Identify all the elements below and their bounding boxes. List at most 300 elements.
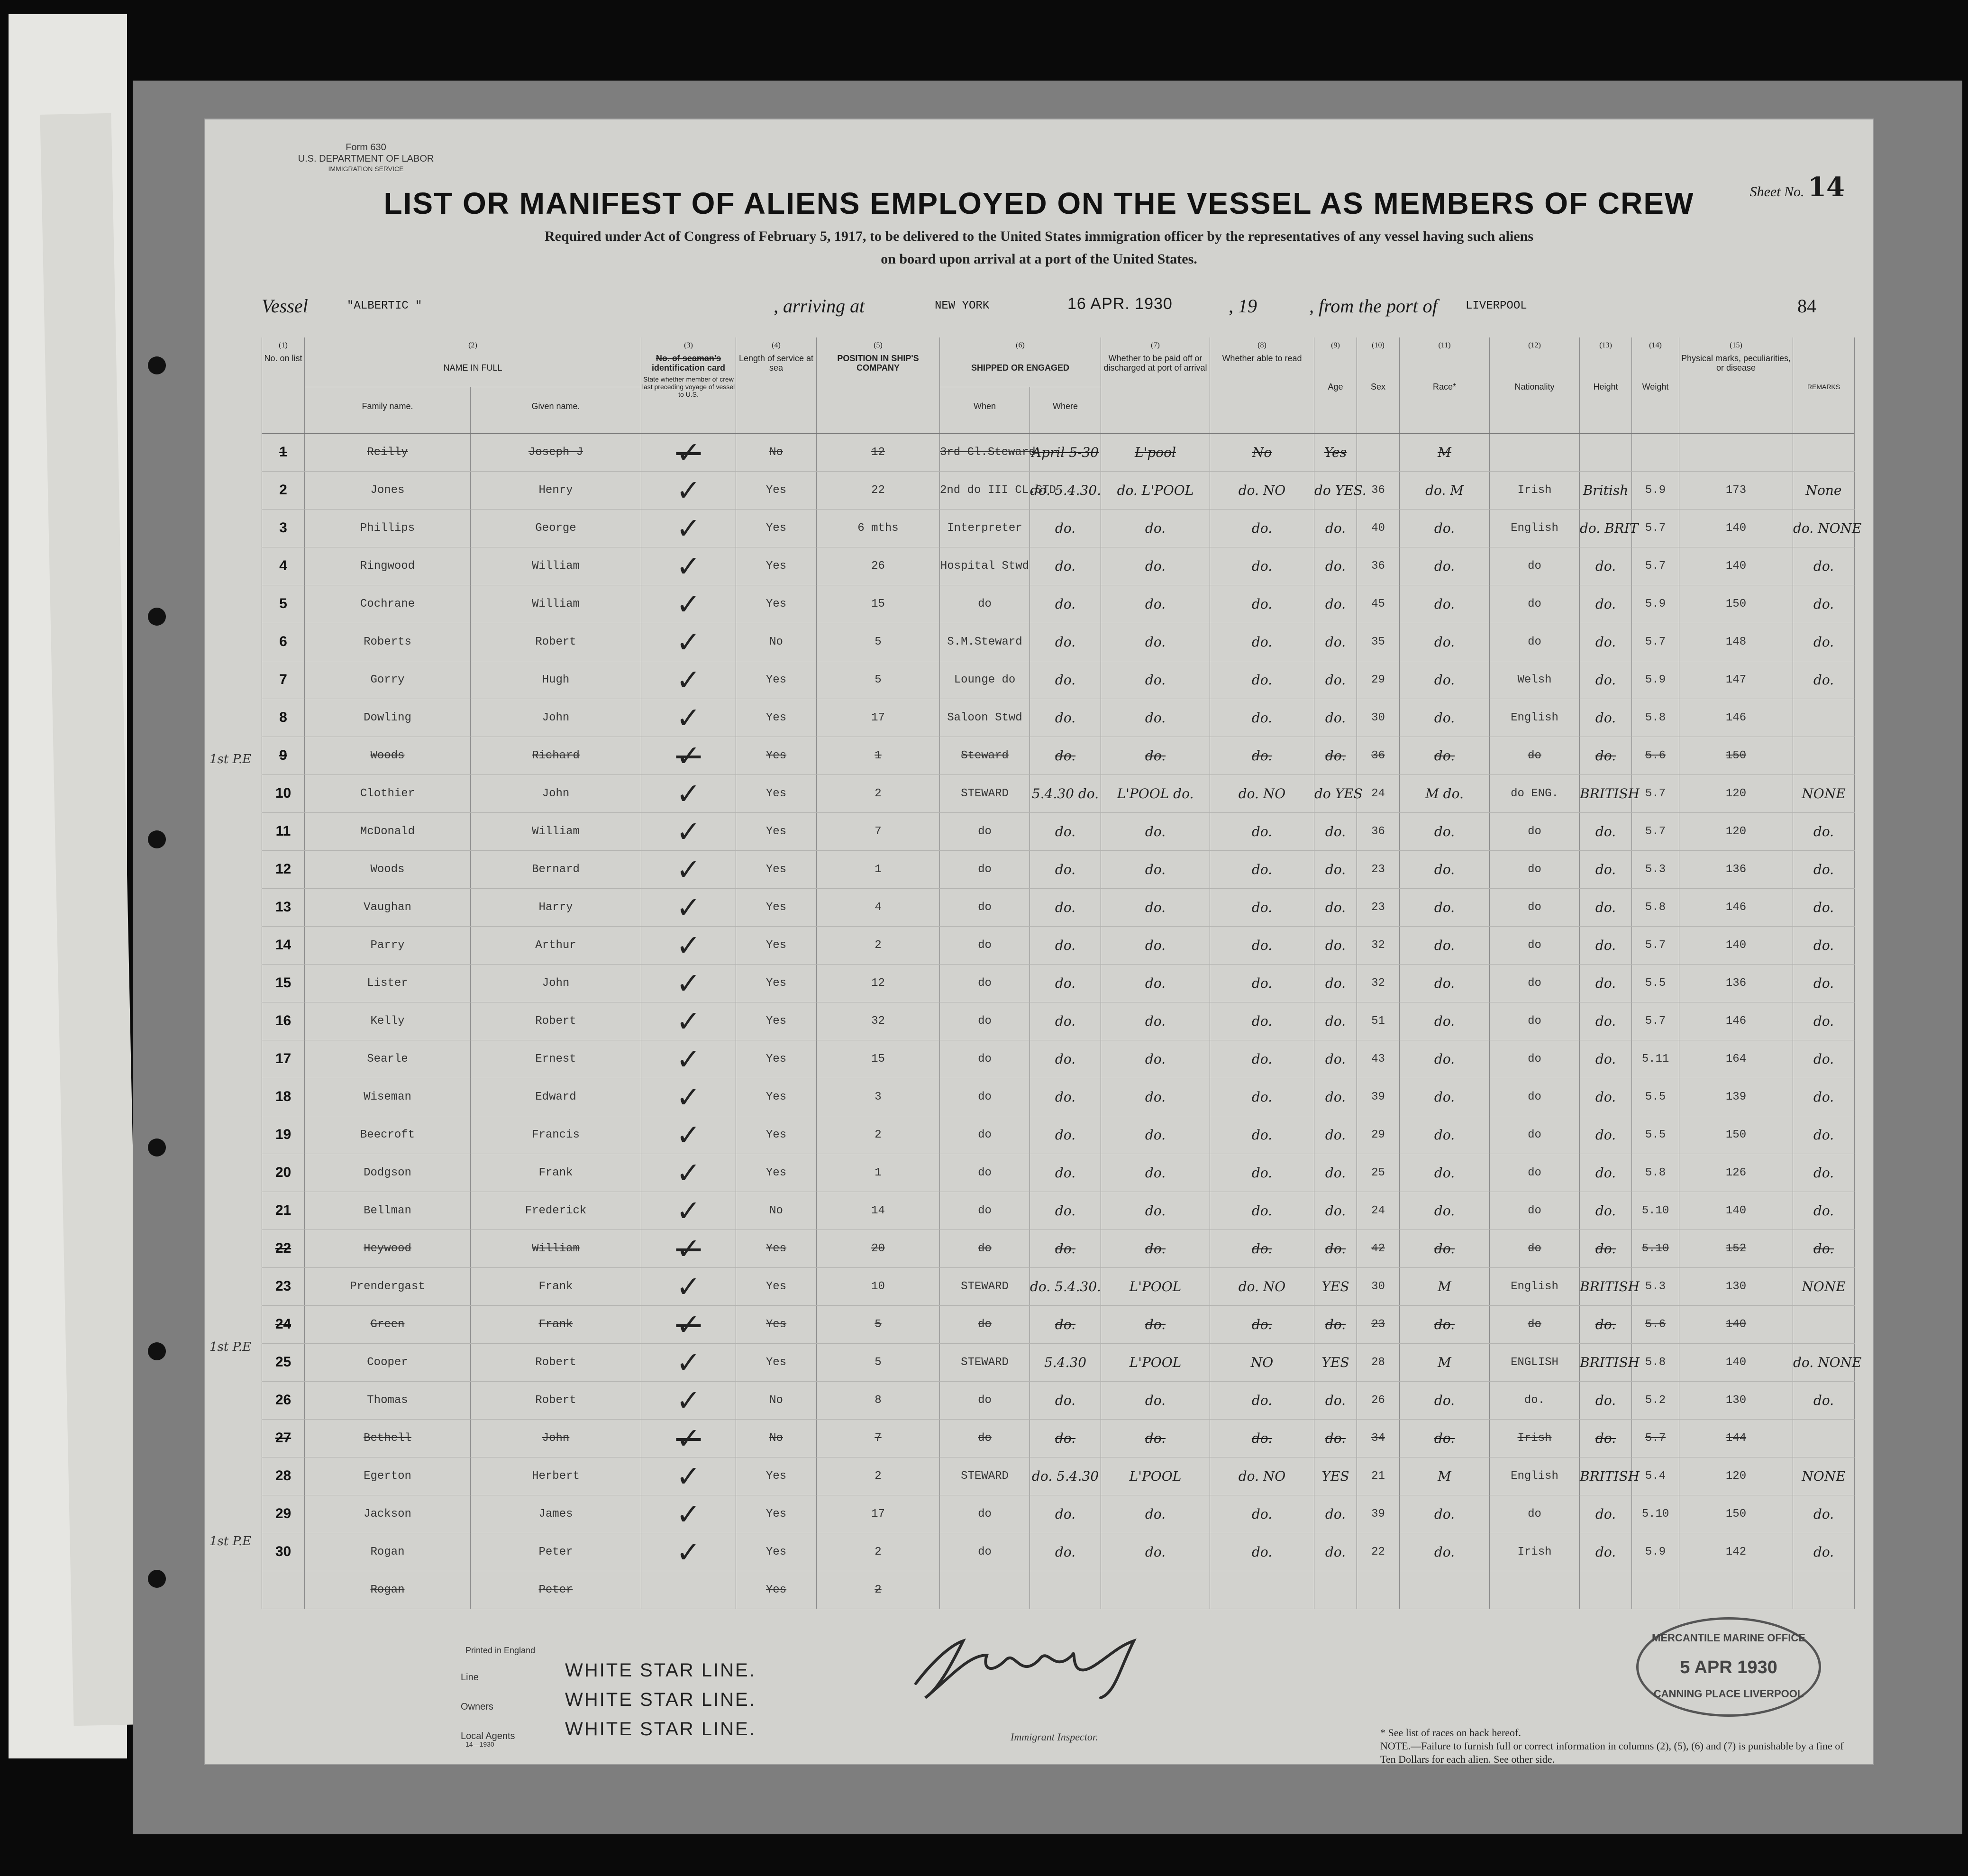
column-number: (9) bbox=[1314, 337, 1357, 354]
cell-previous-voyage: Yes bbox=[736, 1229, 817, 1267]
cell-position: do bbox=[940, 1495, 1030, 1533]
cell-age: 36 bbox=[1357, 471, 1400, 509]
cell-sex: do. bbox=[1400, 1495, 1490, 1533]
cell-physical-marks bbox=[1793, 433, 1855, 471]
cell-shipped-where: L'POOL bbox=[1101, 1457, 1210, 1495]
header-row-top bbox=[262, 354, 1855, 387]
cell-check-mark: ✓ bbox=[641, 699, 736, 737]
stamp-bottom: CANNING PLACE LIVERPOOL bbox=[1653, 1688, 1804, 1700]
cell-physical-marks: NONE bbox=[1793, 774, 1855, 812]
cell-physical-marks bbox=[1793, 737, 1855, 774]
cell-able-to-read: do YES bbox=[1314, 774, 1357, 812]
cell-physical-marks: do. bbox=[1793, 1533, 1855, 1571]
cell-shipped-when: April 5-30 bbox=[1030, 433, 1101, 471]
cell-physical-marks: do. bbox=[1793, 1116, 1855, 1154]
line-value: WHITE STAR LINE. bbox=[565, 1660, 756, 1681]
column-number: (12) bbox=[1490, 337, 1580, 354]
header-sex: Sex bbox=[1357, 354, 1400, 433]
cell-service-length: 15 bbox=[817, 585, 940, 623]
column-number: (13) bbox=[1580, 337, 1632, 354]
cell-age: 39 bbox=[1357, 1495, 1400, 1533]
cell-shipped-where: do. bbox=[1101, 1154, 1210, 1192]
cell-check-mark: ✓ bbox=[641, 661, 736, 699]
sheet-label: Sheet No. bbox=[1749, 184, 1804, 200]
cell-previous-voyage: Yes bbox=[736, 888, 817, 926]
cell-paid-off bbox=[1210, 1571, 1314, 1609]
cell-age: 36 bbox=[1357, 737, 1400, 774]
cell-race: do bbox=[1490, 1078, 1580, 1116]
cell-nationality: BRITISH bbox=[1580, 1267, 1632, 1305]
table-row bbox=[262, 1040, 1855, 1078]
cell-sex: do. M bbox=[1400, 471, 1490, 509]
cell-height: 5.2 bbox=[1632, 1381, 1679, 1419]
cell-shipped-where bbox=[1101, 1571, 1210, 1609]
cell-family-name: McDonald bbox=[305, 812, 471, 850]
header-race: Race* bbox=[1400, 354, 1490, 433]
cell-shipped-when: do. bbox=[1030, 1116, 1101, 1154]
cell-sex: do. bbox=[1400, 1533, 1490, 1571]
cell-race: Irish bbox=[1490, 1419, 1580, 1457]
vessel-name: "ALBERTIC " bbox=[347, 300, 422, 312]
cell-weight: 147 bbox=[1679, 661, 1793, 699]
cell-physical-marks: do. bbox=[1793, 926, 1855, 964]
header-card bbox=[641, 354, 736, 433]
cell-race: do bbox=[1490, 964, 1580, 1002]
cell-sex bbox=[1400, 1571, 1490, 1609]
cell-given-name: Edward bbox=[471, 1078, 641, 1116]
cell-height: 5.8 bbox=[1632, 1343, 1679, 1381]
stamp-date: 5 APR 1930 bbox=[1680, 1657, 1777, 1677]
cell-given-name: Joseph J bbox=[471, 433, 641, 471]
cell-check-mark: ✓ bbox=[641, 737, 736, 774]
cell-physical-marks: do. NONE bbox=[1793, 1343, 1855, 1381]
arriving-label: , arriving at bbox=[774, 295, 865, 317]
cell-shipped-where: do. bbox=[1101, 585, 1210, 623]
cell-nationality: BRITISH bbox=[1580, 1457, 1632, 1495]
cell-weight: 140 bbox=[1679, 1343, 1793, 1381]
cell-previous-voyage: Yes bbox=[736, 1457, 817, 1495]
cell-nationality: do. bbox=[1580, 1002, 1632, 1040]
cell-height: 5.8 bbox=[1632, 888, 1679, 926]
cell-sex: do. bbox=[1400, 888, 1490, 926]
cell-shipped-when: do. bbox=[1030, 1533, 1101, 1571]
cell-weight: 146 bbox=[1679, 699, 1793, 737]
cell-nationality: do. bbox=[1580, 1192, 1632, 1229]
column-number: (3) bbox=[641, 337, 736, 354]
service: IMMIGRATION SERVICE bbox=[328, 165, 404, 173]
departure-port: LIVERPOOL bbox=[1466, 300, 1527, 312]
cell-position: do bbox=[940, 1229, 1030, 1267]
cell-shipped-when: do. bbox=[1030, 585, 1101, 623]
cell-able-to-read: YES bbox=[1314, 1267, 1357, 1305]
cell-check-mark: ✓ bbox=[641, 509, 736, 547]
cell-previous-voyage: Yes bbox=[736, 1571, 817, 1609]
cell-row-number: 28 bbox=[262, 1457, 305, 1495]
cell-family-name: Parry bbox=[305, 926, 471, 964]
cell-service-length: 22 bbox=[817, 471, 940, 509]
margin-note: 1st P.E bbox=[210, 1534, 252, 1548]
cell-shipped-when: do. bbox=[1030, 737, 1101, 774]
cell-weight: 142 bbox=[1679, 1533, 1793, 1571]
cell-shipped-where: do. bbox=[1101, 1002, 1210, 1040]
cell-height: 5.8 bbox=[1632, 1154, 1679, 1192]
cell-given-name: James bbox=[471, 1495, 641, 1533]
column-number: (10) bbox=[1357, 337, 1400, 354]
cell-nationality: do. bbox=[1580, 850, 1632, 888]
cell-check-mark: ✓ bbox=[641, 547, 736, 585]
cell-sex: do. bbox=[1400, 509, 1490, 547]
cell-paid-off: do. NO bbox=[1210, 774, 1314, 812]
cell-check-mark: ✓ bbox=[641, 1381, 736, 1419]
cell-row-number: 3 bbox=[262, 509, 305, 547]
cell-age: 29 bbox=[1357, 661, 1400, 699]
cell-previous-voyage: Yes bbox=[736, 471, 817, 509]
cell-able-to-read: do. bbox=[1314, 1116, 1357, 1154]
cell-given-name: John bbox=[471, 774, 641, 812]
cell-family-name: Prendergast bbox=[305, 1267, 471, 1305]
cell-nationality: do. bbox=[1580, 888, 1632, 926]
cell-weight: 120 bbox=[1679, 812, 1793, 850]
cell-service-length: 7 bbox=[817, 812, 940, 850]
cell-paid-off: do. bbox=[1210, 1533, 1314, 1571]
table-row bbox=[262, 585, 1855, 623]
table-row bbox=[262, 1078, 1855, 1116]
cell-position: do bbox=[940, 964, 1030, 1002]
cell-shipped-when: do. bbox=[1030, 926, 1101, 964]
cell-age: 22 bbox=[1357, 1533, 1400, 1571]
cell-height: 5.10 bbox=[1632, 1495, 1679, 1533]
cell-weight: 148 bbox=[1679, 623, 1793, 661]
margin-note: 1st P.E bbox=[210, 1340, 252, 1354]
cell-position: do bbox=[940, 888, 1030, 926]
cell-shipped-where: do. bbox=[1101, 1078, 1210, 1116]
cell-height bbox=[1632, 1571, 1679, 1609]
cell-height: 5.7 bbox=[1632, 774, 1679, 812]
cell-previous-voyage: Yes bbox=[736, 1533, 817, 1571]
cell-race: do bbox=[1490, 737, 1580, 774]
cell-previous-voyage: Yes bbox=[736, 737, 817, 774]
cell-race: do bbox=[1490, 888, 1580, 926]
cell-check-mark: ✓ bbox=[641, 623, 736, 661]
cell-shipped-where: do. bbox=[1101, 1192, 1210, 1229]
cell-nationality: do. bbox=[1580, 737, 1632, 774]
cell-service-length: 14 bbox=[817, 1192, 940, 1229]
cell-weight: 130 bbox=[1679, 1381, 1793, 1419]
cell-height: 5.10 bbox=[1632, 1229, 1679, 1267]
cell-age bbox=[1357, 1571, 1400, 1609]
cell-weight: 126 bbox=[1679, 1154, 1793, 1192]
header-when: When bbox=[940, 387, 1030, 433]
cell-shipped-where: do. bbox=[1101, 1381, 1210, 1419]
cell-service-length: 4 bbox=[817, 888, 940, 926]
cell-service-length: 26 bbox=[817, 547, 940, 585]
cell-shipped-when: do. bbox=[1030, 1040, 1101, 1078]
cell-able-to-read: do. bbox=[1314, 1419, 1357, 1457]
cell-nationality: do. bbox=[1580, 1381, 1632, 1419]
cell-previous-voyage: Yes bbox=[736, 812, 817, 850]
cell-check-mark: ✓ bbox=[641, 433, 736, 471]
cell-row-number: 21 bbox=[262, 1192, 305, 1229]
cell-sex: do. bbox=[1400, 1229, 1490, 1267]
cell-sex: M do. bbox=[1400, 774, 1490, 812]
cell-height: 5.8 bbox=[1632, 699, 1679, 737]
cell-position: do bbox=[940, 1381, 1030, 1419]
cell-previous-voyage: Yes bbox=[736, 699, 817, 737]
cell-physical-marks: do. NONE bbox=[1793, 509, 1855, 547]
cell-shipped-when: do. bbox=[1030, 1229, 1101, 1267]
cell-height: 5.7 bbox=[1632, 926, 1679, 964]
column-number: (5) bbox=[817, 337, 940, 354]
cell-check-mark: ✓ bbox=[641, 1192, 736, 1229]
cell-shipped-where: L'POOL bbox=[1101, 1343, 1210, 1381]
cell-height: 5.9 bbox=[1632, 471, 1679, 509]
cell-previous-voyage: No bbox=[736, 1419, 817, 1457]
cell-sex: do. bbox=[1400, 812, 1490, 850]
table-row bbox=[262, 1343, 1855, 1381]
cell-previous-voyage: Yes bbox=[736, 585, 817, 623]
cell-race: do bbox=[1490, 926, 1580, 964]
crew-manifest-table bbox=[262, 337, 1862, 1609]
cell-nationality: do. bbox=[1580, 1495, 1632, 1533]
cell-paid-off: do. bbox=[1210, 737, 1314, 774]
cell-service-length: 15 bbox=[817, 1040, 940, 1078]
cell-row-number: 15 bbox=[262, 964, 305, 1002]
cell-service-length: 2 bbox=[817, 1116, 940, 1154]
cell-weight: 140 bbox=[1679, 547, 1793, 585]
cell-row-number: 26 bbox=[262, 1381, 305, 1419]
table-row bbox=[262, 1419, 1855, 1457]
cell-row-number bbox=[262, 1571, 305, 1609]
cell-weight: 136 bbox=[1679, 964, 1793, 1002]
cell-position: do bbox=[940, 1419, 1030, 1457]
cell-check-mark bbox=[641, 1571, 736, 1609]
stamp-top: MERCANTILE MARINE OFFICE bbox=[1652, 1632, 1805, 1644]
cell-family-name: Cochrane bbox=[305, 585, 471, 623]
cell-check-mark: ✓ bbox=[641, 585, 736, 623]
cell-given-name: Peter bbox=[471, 1533, 641, 1571]
header-physical-marks: Physical marks, peculiarities, or disease bbox=[1679, 354, 1793, 433]
cell-given-name: Francis bbox=[471, 1116, 641, 1154]
cell-able-to-read: do. bbox=[1314, 699, 1357, 737]
header-nationality: Nationality bbox=[1490, 354, 1580, 433]
cell-previous-voyage: Yes bbox=[736, 1154, 817, 1192]
cell-row-number: 10 bbox=[262, 774, 305, 812]
cell-able-to-read: do. bbox=[1314, 547, 1357, 585]
cell-age: 51 bbox=[1357, 1002, 1400, 1040]
cell-weight bbox=[1679, 1571, 1793, 1609]
cell-physical-marks: do. bbox=[1793, 1229, 1855, 1267]
cell-age: 26 bbox=[1357, 1381, 1400, 1419]
table-row bbox=[262, 471, 1855, 509]
cell-check-mark: ✓ bbox=[641, 774, 736, 812]
cell-sex: do. bbox=[1400, 1419, 1490, 1457]
column-number: (4) bbox=[736, 337, 817, 354]
cell-family-name: Gorry bbox=[305, 661, 471, 699]
margin-note: 1st P.E bbox=[210, 752, 252, 766]
cell-weight: 173 bbox=[1679, 471, 1793, 509]
cell-shipped-when bbox=[1030, 1571, 1101, 1609]
cell-shipped-when: do. 5.4.30. bbox=[1030, 1267, 1101, 1305]
header-remarks: REMARKS bbox=[1793, 354, 1855, 433]
cell-shipped-when: do. bbox=[1030, 1002, 1101, 1040]
header-age: Age bbox=[1314, 354, 1357, 433]
cell-row-number: 30 bbox=[262, 1533, 305, 1571]
cell-row-number: 18 bbox=[262, 1078, 305, 1116]
cell-row-number: 9 bbox=[262, 737, 305, 774]
agents-code: 14—1930 bbox=[465, 1740, 494, 1748]
cell-given-name: Robert bbox=[471, 1343, 641, 1381]
cell-previous-voyage: Yes bbox=[736, 1078, 817, 1116]
cell-able-to-read bbox=[1314, 1571, 1357, 1609]
cell-physical-marks bbox=[1793, 1571, 1855, 1609]
cell-given-name: William bbox=[471, 547, 641, 585]
cell-physical-marks: do. bbox=[1793, 850, 1855, 888]
cell-sex: do. bbox=[1400, 850, 1490, 888]
cell-nationality: do. bbox=[1580, 1040, 1632, 1078]
cell-able-to-read: do. bbox=[1314, 1154, 1357, 1192]
cell-race: do bbox=[1490, 1002, 1580, 1040]
line-label: Line bbox=[461, 1672, 479, 1683]
cell-race: do bbox=[1490, 547, 1580, 585]
cell-age: 29 bbox=[1357, 1116, 1400, 1154]
cell-height: 5.6 bbox=[1632, 737, 1679, 774]
cell-service-length: 2 bbox=[817, 1571, 940, 1609]
cell-shipped-when: do. bbox=[1030, 1192, 1101, 1229]
cell-position: STEWARD bbox=[940, 774, 1030, 812]
cell-position: do bbox=[940, 1002, 1030, 1040]
cell-given-name: Henry bbox=[471, 471, 641, 509]
punch-hole bbox=[148, 1342, 166, 1360]
cell-position: do bbox=[940, 1040, 1030, 1078]
subtitle-line-2: on board upon arrival at a port of the United States. bbox=[881, 251, 1197, 267]
cell-sex: do. bbox=[1400, 737, 1490, 774]
page-number: 84 bbox=[1797, 295, 1816, 317]
cell-nationality: do. bbox=[1580, 699, 1632, 737]
cell-nationality: do. bbox=[1580, 812, 1632, 850]
column-number: (8) bbox=[1210, 337, 1314, 354]
cell-paid-off: do. bbox=[1210, 850, 1314, 888]
cell-age: 24 bbox=[1357, 774, 1400, 812]
cell-sex: do. bbox=[1400, 623, 1490, 661]
cell-previous-voyage: Yes bbox=[736, 850, 817, 888]
cell-previous-voyage: Yes bbox=[736, 774, 817, 812]
column-number: (11) bbox=[1400, 337, 1490, 354]
cell-shipped-when: do. bbox=[1030, 547, 1101, 585]
department: U.S. DEPARTMENT OF LABOR bbox=[298, 154, 434, 164]
table-row bbox=[262, 1381, 1855, 1419]
cell-check-mark: ✓ bbox=[641, 812, 736, 850]
cell-paid-off: do. bbox=[1210, 1419, 1314, 1457]
vessel-label: Vessel bbox=[262, 295, 308, 317]
cell-weight: 164 bbox=[1679, 1040, 1793, 1078]
cell-weight: 130 bbox=[1679, 1267, 1793, 1305]
cell-paid-off: do. bbox=[1210, 547, 1314, 585]
mercantile-marine-office-stamp bbox=[1636, 1617, 1821, 1717]
cell-check-mark: ✓ bbox=[641, 1229, 736, 1267]
cell-age: 45 bbox=[1357, 585, 1400, 623]
cell-sex: do. bbox=[1400, 1002, 1490, 1040]
cell-shipped-where: do. bbox=[1101, 1533, 1210, 1571]
cell-sex: do. bbox=[1400, 926, 1490, 964]
cell-position: STEWARD bbox=[940, 1267, 1030, 1305]
cell-age: 43 bbox=[1357, 1040, 1400, 1078]
cell-race: English bbox=[1490, 1457, 1580, 1495]
cell-position: do bbox=[940, 1192, 1030, 1229]
cell-position: do bbox=[940, 1078, 1030, 1116]
cell-age: 40 bbox=[1357, 509, 1400, 547]
table-row bbox=[262, 509, 1855, 547]
cell-sex: do. bbox=[1400, 1040, 1490, 1078]
header-family-name: Family name. bbox=[305, 387, 471, 433]
cell-shipped-where: do. bbox=[1101, 1116, 1210, 1154]
cell-shipped-when: do. bbox=[1030, 1154, 1101, 1192]
cell-physical-marks: do. bbox=[1793, 1154, 1855, 1192]
cell-check-mark: ✓ bbox=[641, 1305, 736, 1343]
cell-row-number: 12 bbox=[262, 850, 305, 888]
header-no-on-list: No. on list bbox=[262, 354, 305, 433]
cell-height: 5.11 bbox=[1632, 1040, 1679, 1078]
cell-given-name: Frederick bbox=[471, 1192, 641, 1229]
cell-paid-off: do. NO bbox=[1210, 1457, 1314, 1495]
cell-nationality: do. bbox=[1580, 661, 1632, 699]
cell-shipped-where: do. bbox=[1101, 737, 1210, 774]
cell-position bbox=[940, 1571, 1030, 1609]
table-row bbox=[262, 699, 1855, 737]
cell-nationality: do. bbox=[1580, 623, 1632, 661]
cell-previous-voyage: Yes bbox=[736, 1343, 817, 1381]
cell-family-name: Jones bbox=[305, 471, 471, 509]
cell-nationality: do. bbox=[1580, 926, 1632, 964]
cell-family-name: Clothier bbox=[305, 774, 471, 812]
cell-given-name: Arthur bbox=[471, 926, 641, 964]
cell-paid-off: do. bbox=[1210, 888, 1314, 926]
cell-given-name: Peter bbox=[471, 1571, 641, 1609]
cell-sex: M bbox=[1400, 1267, 1490, 1305]
cell-service-length: 2 bbox=[817, 1533, 940, 1571]
subtitle-line-1: Required under Act of Congress of February 5, 1917, to be delivered to the United States immigration officer by the representatives of any vessel having such aliens bbox=[545, 228, 1533, 244]
cell-check-mark: ✓ bbox=[641, 1533, 736, 1571]
cell-row-number: 27 bbox=[262, 1419, 305, 1457]
cell-row-number: 5 bbox=[262, 585, 305, 623]
cell-position: Steward bbox=[940, 737, 1030, 774]
cell-age: 32 bbox=[1357, 964, 1400, 1002]
cell-family-name: Kelly bbox=[305, 1002, 471, 1040]
cell-check-mark: ✓ bbox=[641, 1419, 736, 1457]
cell-family-name: Dowling bbox=[305, 699, 471, 737]
cell-sex: do. bbox=[1400, 1192, 1490, 1229]
cell-previous-voyage: Yes bbox=[736, 1267, 817, 1305]
header-shipped: SHIPPED OR ENGAGED bbox=[940, 354, 1101, 387]
cell-height: 5.4 bbox=[1632, 1457, 1679, 1495]
cell-nationality: do. bbox=[1580, 964, 1632, 1002]
cell-weight: 140 bbox=[1679, 509, 1793, 547]
cell-physical-marks bbox=[1793, 1419, 1855, 1457]
cell-paid-off: do. bbox=[1210, 1040, 1314, 1078]
cell-service-length: 1 bbox=[817, 1154, 940, 1192]
cell-row-number: 25 bbox=[262, 1343, 305, 1381]
cell-able-to-read: do. bbox=[1314, 888, 1357, 926]
column-number: (14) bbox=[1632, 337, 1679, 354]
cell-shipped-where: L'pool bbox=[1101, 433, 1210, 471]
cell-given-name: Frank bbox=[471, 1305, 641, 1343]
cell-given-name: John bbox=[471, 699, 641, 737]
races-note: * See list of races on back hereof. bbox=[1380, 1727, 1521, 1739]
cell-check-mark: ✓ bbox=[641, 1116, 736, 1154]
cell-service-length: 5 bbox=[817, 623, 940, 661]
cell-check-mark: ✓ bbox=[641, 926, 736, 964]
cell-weight: 140 bbox=[1679, 926, 1793, 964]
cell-height: 5.7 bbox=[1632, 1419, 1679, 1457]
